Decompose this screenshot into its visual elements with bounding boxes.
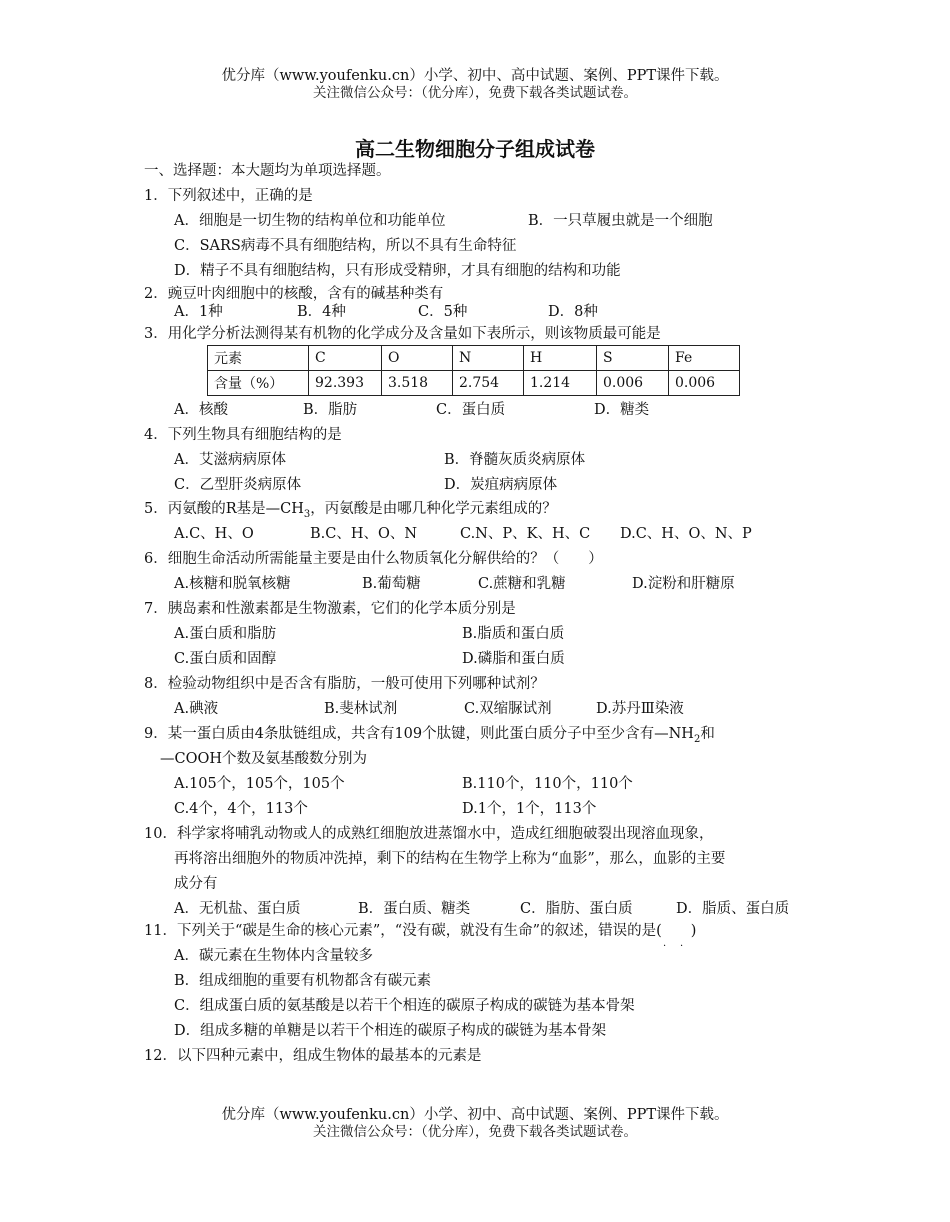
table-cell: O	[382, 346, 453, 371]
table-header-row	[208, 346, 740, 371]
page-header	[0, 68, 950, 102]
q2-option-d: D．8种	[548, 304, 598, 320]
q6-option-a: A.核糖和脱氧核糖	[174, 576, 291, 592]
table-cell: H	[524, 346, 597, 371]
q4-option-a: A．艾滋病病原体	[174, 452, 286, 468]
q3-stem: 3．用化学分析法测得某有机物的化学成分及含量如下表所示，则该物质最可能是	[144, 326, 661, 342]
table-cell: 含量（%）	[208, 371, 309, 396]
q5-option-b: B.C、H、O、N	[310, 526, 418, 542]
q6-option-c: C.蔗糖和乳糖	[478, 576, 566, 592]
header-line-1: 优分库（www.youfenku.cn）小学、初中、高中试题、案例、PPT课件下载。	[221, 68, 729, 84]
q6-option-b: B.葡萄糖	[362, 576, 421, 592]
table-cell: Fe	[669, 346, 740, 371]
table-cell: 92.393	[309, 371, 382, 396]
q1-option-d: D．精子不具有细胞结构，只有形成受精卵，才具有细胞的结构和功能	[174, 263, 621, 279]
q10-stem-line-3: 成分有	[174, 876, 218, 892]
table-cell: 0.006	[597, 371, 669, 396]
q1-option-a: A．细胞是一切生物的结构单位和功能单位	[174, 213, 446, 229]
composition-table	[207, 345, 740, 396]
q8-option-b: B.斐林试剂	[324, 701, 398, 717]
q10-stem-line-2: 再将溶出细胞外的物质冲洗掉，剩下的结构在生物学上称为“血影”，那么，血影的主要	[174, 851, 726, 867]
table-row	[208, 371, 740, 396]
q9-option-b: B.110个，110个，110个	[462, 776, 633, 792]
q11-option-c: C．组成蛋白质的氨基酸是以若干个相连的碳原子构成的碳链为基本骨架	[174, 998, 635, 1014]
q3-option-d: D．糖类	[594, 402, 650, 418]
q11-option-a: A．碳元素在生物体内含量较多	[174, 948, 373, 964]
q1-option-b: B．一只草履虫就是一个细胞	[528, 213, 713, 229]
q10-option-d: D．脂质、蛋白质	[676, 901, 790, 917]
q12-stem: 12．以下四种元素中，组成生物体的最基本的元素是	[144, 1048, 482, 1064]
table-cell: N	[453, 346, 524, 371]
page-footer	[0, 1107, 950, 1141]
q2-option-a: A．1种	[174, 304, 223, 320]
q9-stem-text: 9．某一蛋白质由4条肽链组成，共含有109个肽键，则此蛋白质分子中至少含有—NH	[144, 726, 694, 742]
q2-option-b: B．4种	[297, 304, 346, 320]
q7-option-c: C.蛋白质和固醇	[174, 651, 277, 667]
q11-stem: 11．下列关于“碳是生命的核心元素”，“没有碳，就没有生命”的叙述，错误的是( )	[144, 923, 697, 939]
q6-option-d: D.淀粉和肝糖原	[632, 576, 735, 592]
q5-option-a: A.C、H、O	[174, 526, 254, 542]
q8-option-d: D.苏丹Ⅲ染液	[596, 701, 684, 717]
table-cell: S	[597, 346, 669, 371]
q10-option-a: A．无机盐、蛋白质	[174, 901, 301, 917]
q8-option-c: C.双缩脲试剂	[464, 701, 552, 717]
q5-stem-tail: ，丙氨酸是由哪几种化学元素组成的？	[310, 501, 557, 517]
header-line-2: 关注微信公众号：（优分库），免费下载各类试题试卷。	[313, 85, 637, 101]
q3-option-a: A．核酸	[174, 402, 228, 418]
q7-option-b: B.脂质和蛋白质	[462, 626, 565, 642]
footer-line-2: 关注微信公众号：（优分库），免费下载各类试题试卷。	[313, 1124, 637, 1140]
q5-option-c: C.N、P、K、H、C	[460, 526, 591, 542]
table-cell: 元素	[208, 346, 309, 371]
table-cell: C	[309, 346, 382, 371]
q9-stem-tail: 和	[700, 726, 715, 742]
table-cell: 0.006	[669, 371, 740, 396]
q7-option-d: D.磷脂和蛋白质	[462, 651, 565, 667]
section-heading: 一、选择题：本大题均为单项选择题。	[144, 163, 391, 179]
q4-stem: 4．下列生物具有细胞结构的是	[144, 427, 342, 443]
q11-option-b: B．组成细胞的重要有机物都含有碳元素	[174, 973, 432, 989]
q3-option-c: C．蛋白质	[436, 402, 506, 418]
q9-option-a: A.105个，105个，105个	[174, 776, 345, 792]
q5-stem-text: 5．丙氨酸的R基是—CH	[144, 501, 304, 517]
q9-option-c: C.4个，4个，113个	[174, 801, 308, 817]
q9-stem	[144, 725, 715, 749]
q9-subscript: 2	[693, 733, 701, 745]
table-cell: 3.518	[382, 371, 453, 396]
q8-stem: 8．检验动物组织中是否含有脂肪，一般可使用下列哪种试剂？	[144, 676, 545, 692]
q4-option-d: D．炭疽病病原体	[444, 477, 558, 493]
q10-option-b: B．蛋白质、糖类	[358, 901, 471, 917]
q2-option-c: C．5种	[418, 304, 468, 320]
q9-option-d: D.1个，1个，113个	[462, 801, 597, 817]
emphasis-dot: ·	[680, 941, 684, 952]
q4-option-c: C．乙型肝炎病原体	[174, 477, 302, 493]
q5-stem	[144, 500, 557, 524]
table-cell: 2.754	[453, 371, 524, 396]
table-cell: 1.214	[524, 371, 597, 396]
q4-option-b: B．脊髓灰质炎病原体	[444, 452, 586, 468]
q3-option-b: B．脂肪	[303, 402, 358, 418]
q8-option-a: A.碘液	[174, 701, 219, 717]
q11-option-d: D．组成多糖的单糖是以若干个相连的碳原子构成的碳链为基本骨架	[174, 1023, 607, 1039]
q7-option-a: A.蛋白质和脂肪	[174, 626, 277, 642]
q5-subscript: 3	[303, 508, 311, 520]
q1-option-c: C．SARS病毒不具有细胞结构，所以不具有生命特征	[174, 238, 517, 254]
q10-option-c: C．脂肪、蛋白质	[520, 901, 633, 917]
exam-title: 高二生物细胞分子组成试卷	[355, 137, 595, 161]
q2-stem: 2．豌豆叶肉细胞中的核酸，含有的碱基种类有	[144, 286, 444, 302]
q5-option-d: D.C、H、O、N、P	[620, 526, 752, 542]
emphasis-dot: ·	[663, 941, 667, 952]
q10-stem-line-1: 10．科学家将哺乳动物或人的成熟红细胞放进蒸馏水中，造成红细胞破裂出现溶血现象，	[144, 826, 714, 842]
q1-stem: 1．下列叙述中，正确的是	[144, 188, 313, 204]
q9-stem-line-2: —COOH个数及氨基酸数分别为	[160, 751, 368, 767]
q7-stem: 7．胰岛素和性激素都是生物激素，它们的化学本质分别是	[144, 601, 516, 617]
q6-stem: 6．细胞生命活动所需能量主要是由什么物质氧化分解供给的？（ ）	[144, 551, 603, 567]
footer-line-1: 优分库（www.youfenku.cn）小学、初中、高中试题、案例、PPT课件下载。	[221, 1107, 729, 1123]
